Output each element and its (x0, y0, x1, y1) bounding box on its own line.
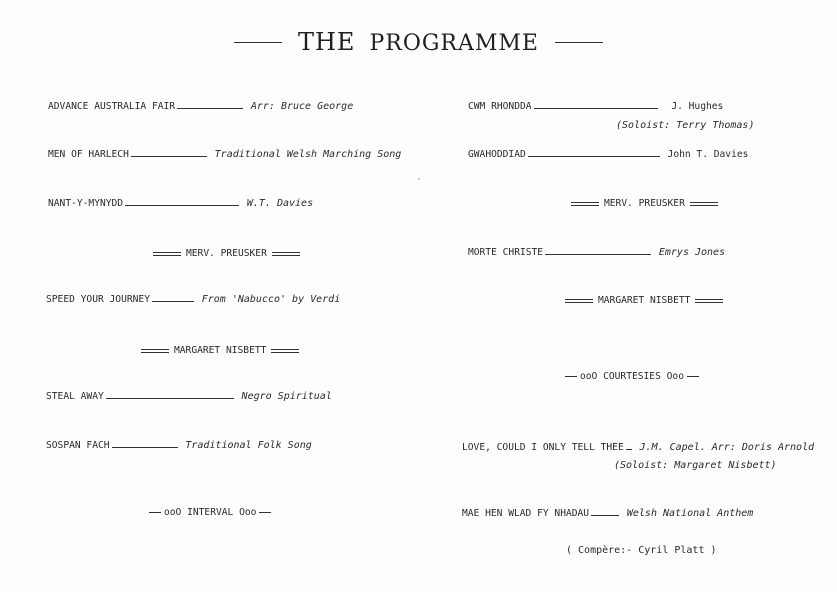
programme-title (0, 22, 837, 62)
song-title: SPEED YOUR JOURNEY (46, 294, 150, 305)
song-credit: Arr: Bruce George (250, 101, 354, 112)
performer-name: MERV. PREUSKER (186, 248, 267, 259)
double-rule (271, 349, 299, 353)
song-title: MAE HEN WLAD FY NHADAU (462, 508, 590, 519)
leader-line (591, 515, 619, 516)
title-text: THE PROGRAMME (297, 28, 539, 56)
soloist-note: (Soloist: Margaret Nisbett) (614, 460, 777, 471)
double-rule (695, 299, 723, 303)
title-rule-left (234, 42, 282, 43)
song-credit: John T. Davies (667, 149, 749, 160)
courtesies-text: ooO COURTESIES Ooo (580, 371, 684, 382)
programme-item (468, 247, 725, 258)
programme-item (48, 198, 313, 209)
programme-item (462, 442, 814, 453)
song-credit: Traditional Folk Song (185, 440, 312, 451)
programme-item (468, 101, 723, 112)
song-credit: Welsh National Anthem (626, 508, 754, 519)
song-title: SOSPAN FACH (46, 440, 110, 451)
song-credit: W.T. Davies (246, 198, 314, 209)
song-title: ADVANCE AUSTRALIA FAIR (48, 101, 176, 112)
song-title: GWAHODDIAD (468, 149, 526, 160)
courtesies-marker (562, 371, 702, 382)
leader-line (112, 447, 178, 448)
dash (259, 512, 271, 513)
programme-item (48, 101, 353, 112)
song-title: MORTE CHRISTE (468, 247, 544, 258)
interval-marker (146, 507, 274, 518)
leader-line (152, 301, 194, 302)
compere-credit: ( Compère:- Cyril Platt ) (566, 545, 717, 556)
song-credit: J. Hughes (671, 101, 724, 112)
dash (565, 376, 577, 377)
song-title: CWM RHONDDA (468, 101, 532, 112)
double-rule (690, 202, 718, 206)
paper-speck (418, 178, 420, 180)
leader-line (177, 108, 243, 109)
leader-line (106, 398, 234, 399)
song-credit: Emrys Jones (658, 247, 726, 258)
leader-line (125, 205, 239, 206)
leader-line (131, 156, 207, 157)
performer-name: MARGARET NISBETT (598, 295, 691, 306)
song-title: MEN OF HARLECH (48, 149, 129, 160)
leader-line (626, 449, 632, 450)
double-rule (141, 349, 169, 353)
programme-item (46, 391, 332, 402)
performer-name: MERV. PREUSKER (604, 198, 685, 209)
performer-credit (566, 198, 723, 209)
performer-credit (136, 345, 304, 356)
song-credit: From 'Nabucco' by Verdi (201, 294, 341, 305)
programme-item (468, 149, 748, 160)
programme-item (46, 294, 340, 305)
programme-item (462, 508, 753, 519)
leader-line (545, 254, 651, 255)
dash (687, 376, 699, 377)
song-credit: Traditional Welsh Marching Song (214, 149, 402, 160)
song-credit: Negro Spiritual (241, 391, 332, 402)
dash (149, 512, 161, 513)
song-title: LOVE, COULD I ONLY TELL THEE (462, 442, 624, 453)
leader-line (528, 156, 660, 157)
double-rule (571, 202, 599, 206)
double-rule (153, 252, 181, 256)
performer-credit (148, 248, 305, 259)
soloist-note: (Soloist: Terry Thomas) (616, 120, 755, 131)
programme-item (46, 440, 312, 451)
song-title: NANT-Y-MYNYDD (48, 198, 124, 209)
title-rule-right (555, 42, 603, 43)
interval-text: ooO INTERVAL Ooo (164, 507, 257, 518)
song-credit: J.M. Capel. Arr: Doris Arnold (639, 442, 815, 453)
leader-line (534, 108, 658, 109)
programme-item (48, 149, 401, 160)
double-rule (272, 252, 300, 256)
double-rule (565, 299, 593, 303)
performer-credit (560, 295, 728, 306)
song-title: STEAL AWAY (46, 391, 104, 402)
performer-name: MARGARET NISBETT (174, 345, 267, 356)
